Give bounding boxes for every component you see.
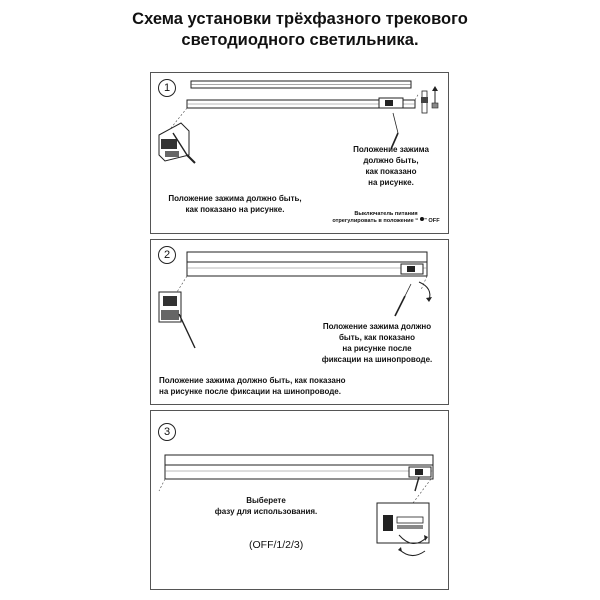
page-title-line-2: светодиодного светильника. <box>181 31 419 49</box>
step-3-note: Выберете фазу для использования. <box>214 496 318 516</box>
step-1-note-left: Положение зажима должно быть, как показано на рисунке. <box>168 194 302 214</box>
page-title-line-1: Схема установки трёхфазного трекового <box>132 10 468 28</box>
step-1-panel <box>150 72 449 234</box>
phase-options: (OFF/1/2/3) <box>249 539 304 551</box>
step-2-note-right: Положение зажима должно быть, как показано на рисунке после фиксации на шинопроводе. <box>321 322 433 364</box>
step-1-note-right: Положение зажима должно быть, как показано на рисунке. <box>353 145 429 187</box>
step-2-note-left: Положение зажима должно быть, как показано на рисунке после фиксации на шинопроводе. <box>159 376 346 396</box>
step-2-panel <box>150 239 449 405</box>
step-1-power-note: Выключатель питания отрегулировать в положение “ ” OFF <box>332 211 440 224</box>
step-3-panel <box>150 410 449 590</box>
step-3-number: 3 <box>158 423 176 441</box>
step-1-number: 1 <box>158 79 176 97</box>
step-2-number: 2 <box>158 246 176 264</box>
